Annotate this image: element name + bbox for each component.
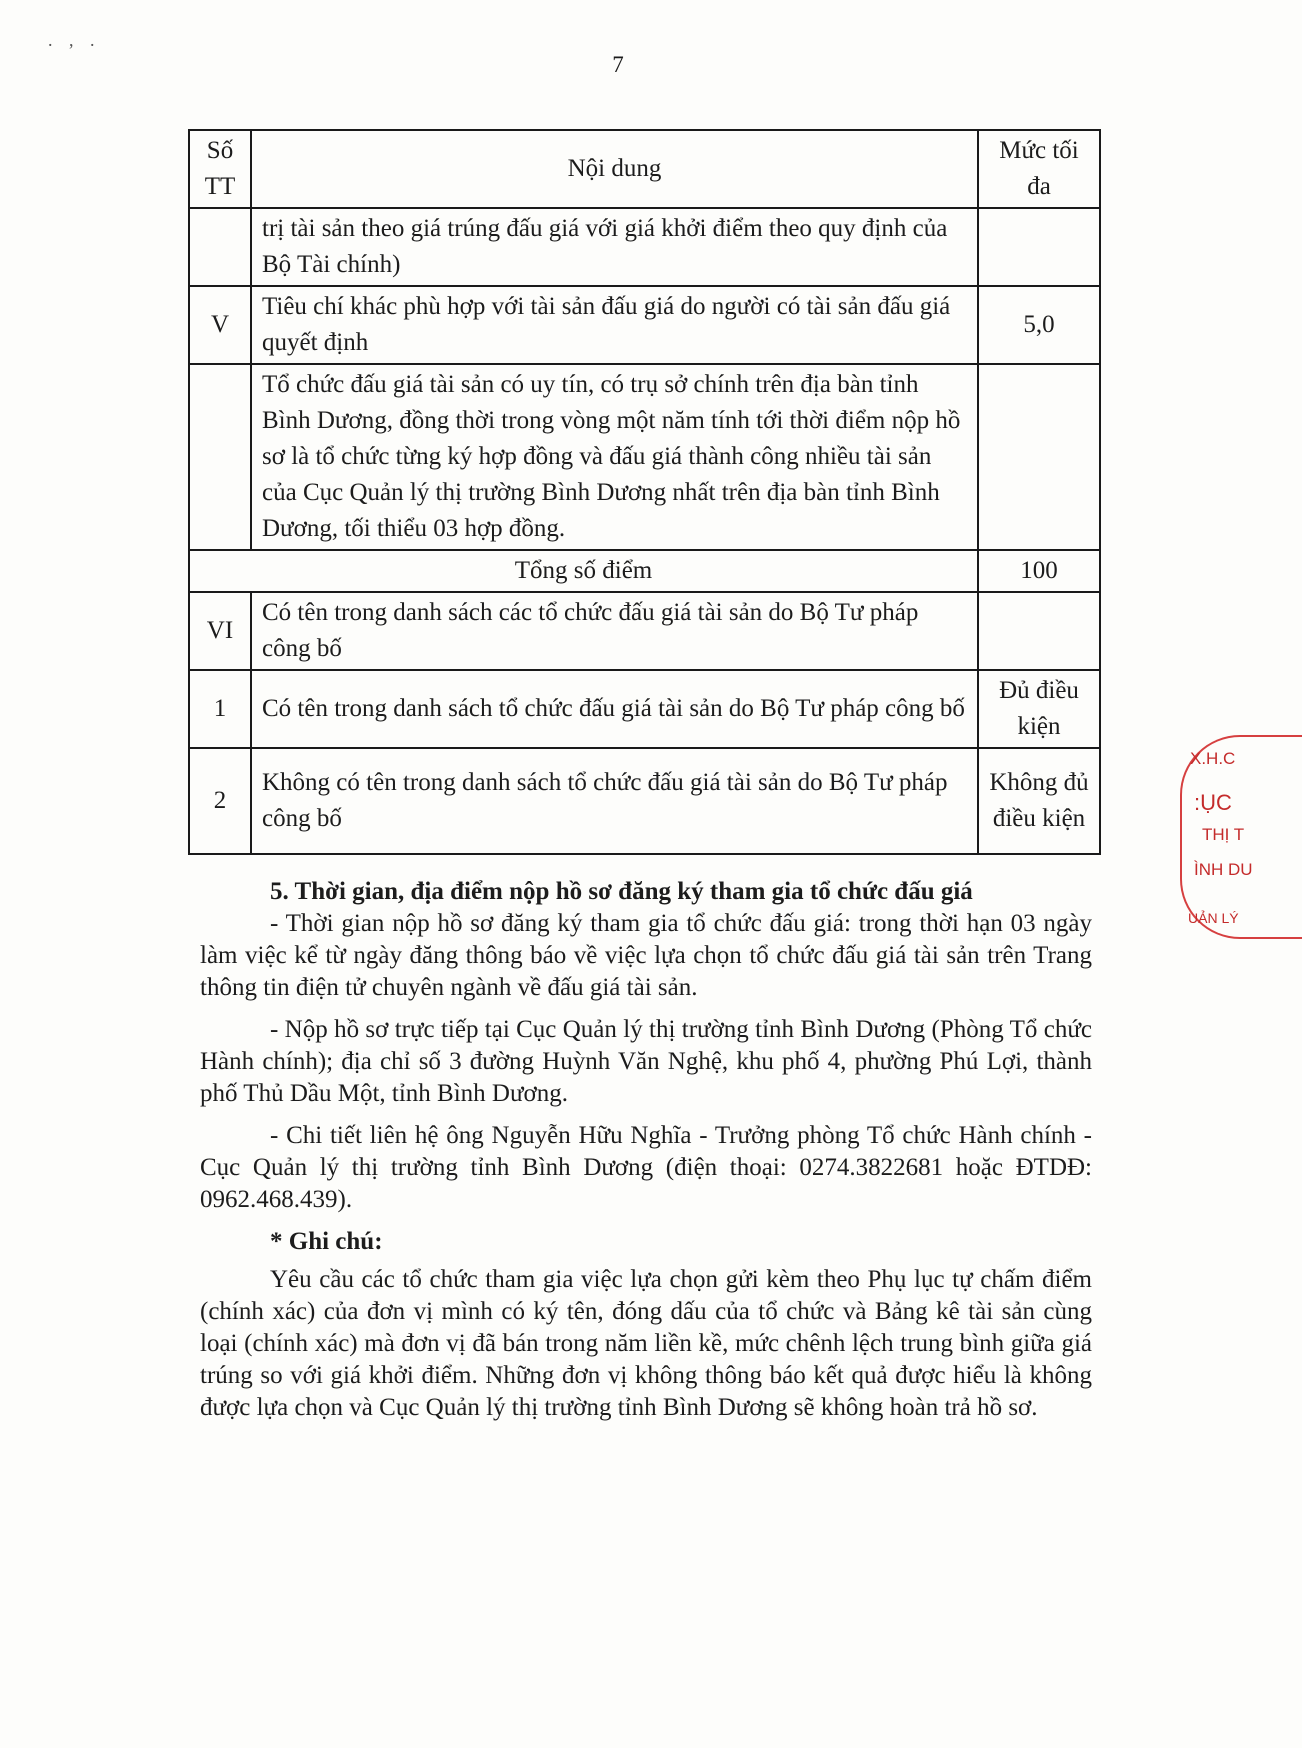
header-no: Số TT (189, 130, 251, 208)
section-paragraph: - Nộp hồ sơ trực tiếp tại Cục Quản lý thị trường tỉnh Bình Dương (Phòng Tổ chức Hành chính); địa chỉ số 3 đường Huỳnh Văn Nghệ, khu phố 4, phường Phú Lợi, thành phố Thủ Dầu Một, tỉnh Bình Dương. (200, 1016, 1092, 1107)
row-content: Tổ chức đấu giá tài sản có uy tín, có trụ sở chính trên địa bàn tỉnh Bình Dương, đồng thời trong vòng một năm tính tới thời điểm nộp hồ sơ là tổ chức từng ký hợp đồng và đấu giá thành công nhiều tài sản của Cục Quản lý thị trường Bình Dương nhất trên địa bàn tỉnh Bình Dương, tối thiểu 03 hợp đồng. (251, 364, 978, 550)
page-number: 7 (612, 52, 624, 77)
row-max (978, 592, 1100, 670)
row-content: Không có tên trong danh sách tổ chức đấu giá tài sản do Bộ Tư pháp công bố (251, 748, 978, 854)
table-row (189, 286, 1100, 364)
row-no: V (189, 286, 251, 364)
seal-text: THỊ T (1202, 825, 1245, 844)
table-row (189, 670, 1100, 748)
row-max: Đủ điều kiện (978, 670, 1100, 748)
header-max: Mức tối đa (978, 130, 1100, 208)
row-content: Có tên trong danh sách tổ chức đấu giá tài sản do Bộ Tư pháp công bố (251, 670, 978, 748)
row-no: VI (189, 592, 251, 670)
seal-text: UẢN LÝ (1188, 910, 1239, 926)
section-paragraph: - Chi tiết liên hệ ông Nguyễn Hữu Nghĩa - Trưởng phòng Tổ chức Hành chính - Cục Quản lý thị trường tỉnh Bình Dương (điện thoại: 0274.3822681 hoặc ĐTDĐ: 0962.468.439). (200, 1122, 1092, 1213)
section-heading: 5. Thời gian, địa điểm nộp hồ sơ đăng ký tham gia tổ chức đấu giá (270, 878, 973, 905)
row-content: trị tài sản theo giá trúng đấu giá với giá khởi điểm theo quy định của Bộ Tài chính) (251, 208, 978, 286)
row-no: 1 (189, 670, 251, 748)
official-seal (1180, 735, 1253, 935)
row-no: 2 (189, 748, 251, 854)
row-max: 5,0 (978, 286, 1100, 364)
note-heading: * Ghi chú: (270, 1228, 383, 1255)
section-5 (200, 876, 1092, 1424)
row-max (978, 364, 1100, 550)
total-row (189, 550, 1100, 592)
table-header-row (189, 130, 1100, 208)
table-row (189, 208, 1100, 286)
seal-text: ÌNH DU (1194, 860, 1253, 879)
seal-text: X.H.C (1190, 749, 1236, 768)
row-no (189, 208, 251, 286)
total-label: Tổng số điểm (189, 550, 978, 592)
row-no (189, 364, 251, 550)
row-max: Không đủ điều kiện (978, 748, 1100, 854)
total-value: 100 (978, 550, 1100, 592)
row-content: Tiêu chí khác phù hợp với tài sản đấu giá do người có tài sản đấu giá quyết định (251, 286, 978, 364)
criteria-table (188, 129, 1101, 855)
header-content: Nội dung (251, 130, 978, 208)
table-row (189, 748, 1100, 854)
row-max (978, 208, 1100, 286)
table-row (189, 364, 1100, 550)
table-row (189, 592, 1100, 670)
section-paragraph: - Thời gian nộp hồ sơ đăng ký tham gia tổ chức đấu giá: trong thời hạn 03 ngày làm việc kể từ ngày đăng thông báo về việc lựa chọn tổ chức đấu giá tài sản trên Trang thông tin điện tử chuyên ngành về đấu giá tài sản. (200, 910, 1092, 1001)
seal-text: :ỤC (1194, 790, 1232, 815)
row-content: Có tên trong danh sách các tổ chức đấu giá tài sản do Bộ Tư pháp công bố (251, 592, 978, 670)
note-text: Yêu cầu các tổ chức tham gia việc lựa chọn gửi kèm theo Phụ lục tự chấm điểm (chính xác) của đơn vị mình có ký tên, đóng dấu của tổ chức và Bảng kê tài sản cùng loại (chính xác) mà đơn vị đã bán trong năm liền kề, mức chênh lệch trung bình giữa giá trúng so với giá khởi điểm. Những đơn vị không thông báo kết quả được hiểu là không được lựa chọn và Cục Quản lý thị trường tỉnh Bình Dương sẽ không hoàn trả hồ sơ. (200, 1266, 1092, 1421)
scan-marks: . , . (48, 30, 101, 50)
